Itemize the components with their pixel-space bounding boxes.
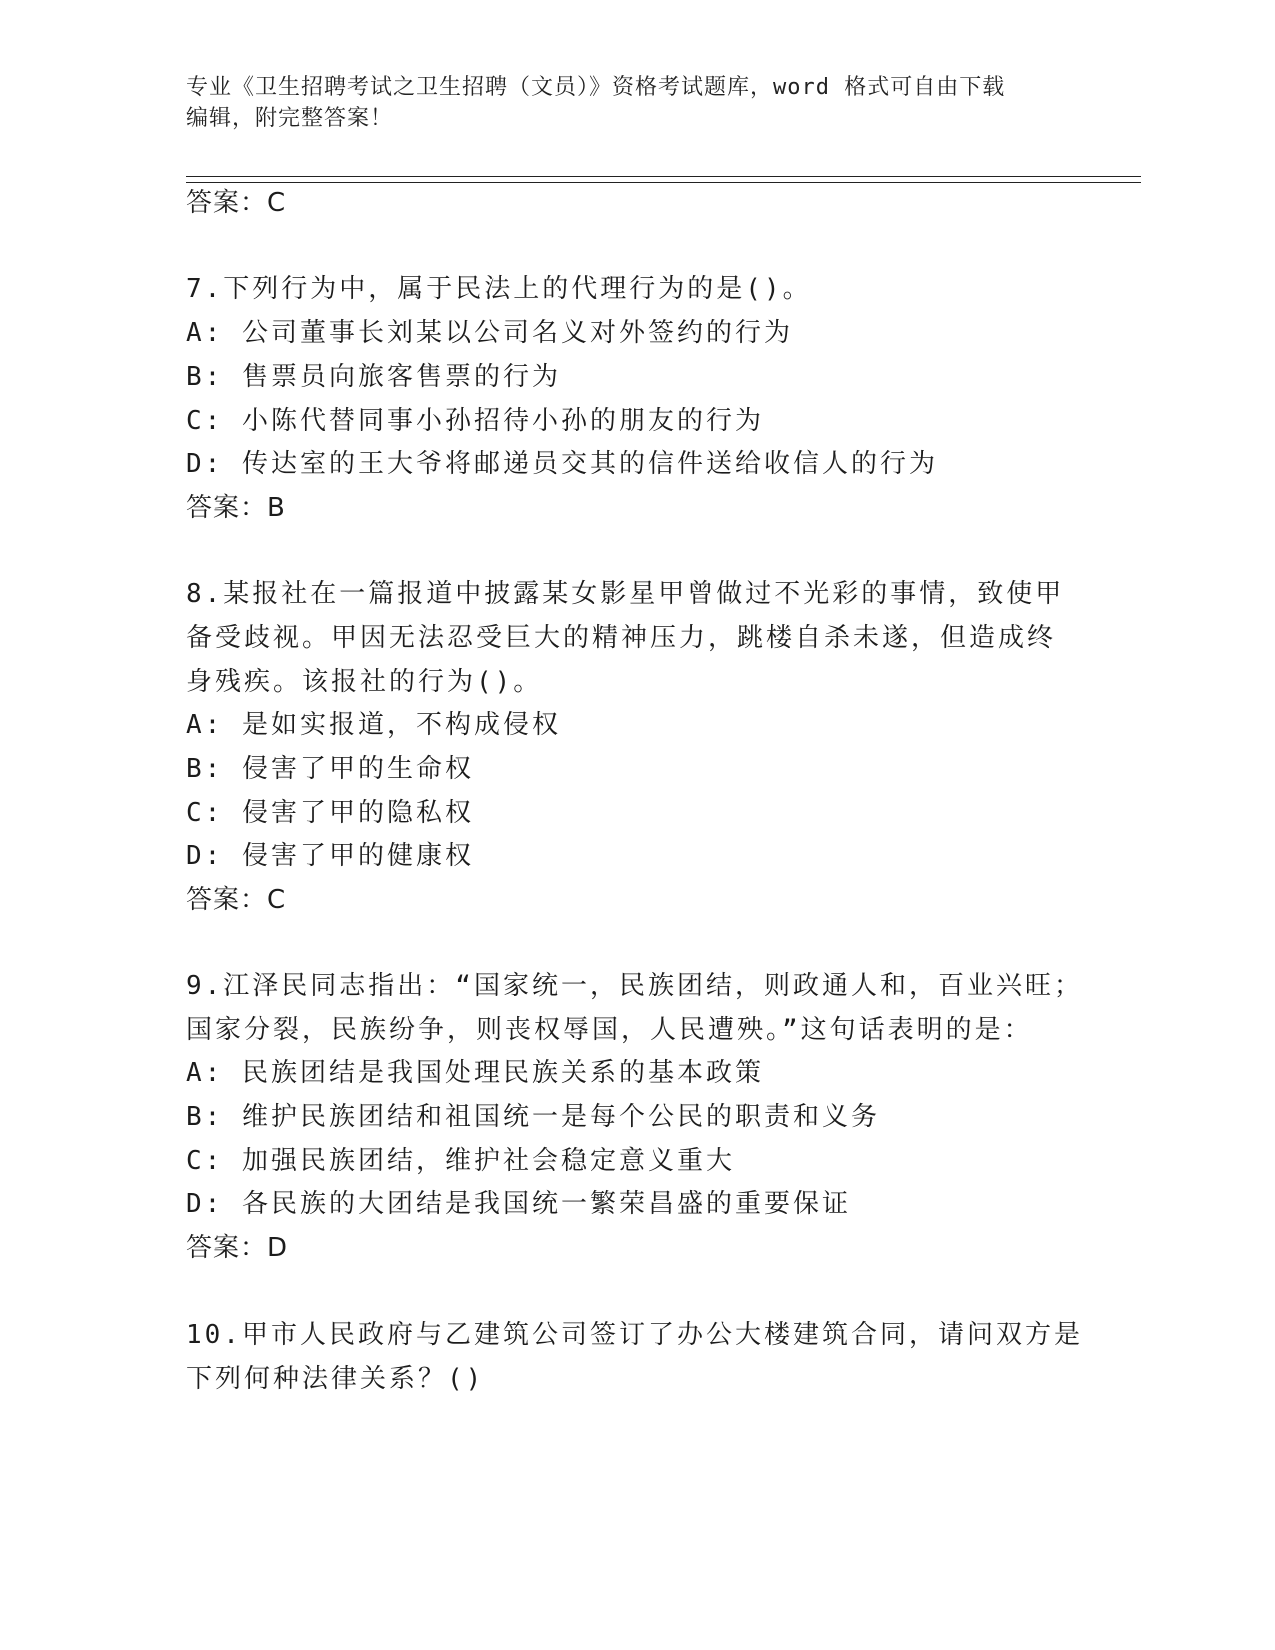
header-line-2: 编辑，附完整答案！ bbox=[186, 106, 394, 131]
question-7-option-a: A: 公司董事长刘某以公司名义对外签约的行为 bbox=[186, 318, 793, 348]
question-8-option-b: B: 侵害了甲的生命权 bbox=[186, 754, 474, 784]
question-10-stem-line-1: 10.甲市人民政府与乙建筑公司签订了办公大楼建筑合同，请问双方是 bbox=[186, 1320, 1083, 1350]
question-8-stem-line-2: 备受歧视。甲因无法忍受巨大的精神压力，跳楼自杀未遂，但造成终 bbox=[186, 623, 1057, 653]
question-8-stem-line-1: 8.某报社在一篇报道中披露某女影星甲曾做过不光彩的事情，致使甲 bbox=[186, 579, 1065, 609]
header-divider-top bbox=[186, 176, 1141, 177]
question-9-stem-line-1: 9.江泽民同志指出：“国家统一，民族团结，则政通人和，百业兴旺； bbox=[186, 971, 1083, 1001]
header-line-1: 专业《卫生招聘考试之卫生招聘（文员）》资格考试题库，word 格式可自由下载 bbox=[186, 75, 1006, 100]
header-divider-bottom bbox=[186, 182, 1141, 183]
question-8-answer: 答案：C bbox=[186, 885, 287, 915]
question-7-option-d: D: 传达室的王大爷将邮递员交其的信件送给收信人的行为 bbox=[186, 449, 938, 479]
question-9-answer: 答案：D bbox=[186, 1233, 289, 1263]
question-9-option-a: A: 民族团结是我国处理民族关系的基本政策 bbox=[186, 1058, 764, 1088]
question-7-answer: 答案：B bbox=[186, 493, 286, 523]
question-8-option-a: A: 是如实报道，不构成侵权 bbox=[186, 710, 561, 740]
question-9-option-d: D: 各民族的大团结是我国统一繁荣昌盛的重要保证 bbox=[186, 1189, 851, 1219]
question-8-stem-line-3: 身残疾。该报社的行为()。 bbox=[186, 667, 543, 697]
question-9-option-b: B: 维护民族团结和祖国统一是每个公民的职责和义务 bbox=[186, 1102, 880, 1132]
question-7-option-c: C: 小陈代替同事小孙招待小孙的朋友的行为 bbox=[186, 406, 764, 436]
question-9-stem-line-2: 国家分裂，民族纷争，则丧权辱国，人民遭殃。”这句话表明的是： bbox=[186, 1015, 1033, 1045]
question-8-option-c: C: 侵害了甲的隐私权 bbox=[186, 798, 474, 828]
question-7-option-b: B: 售票员向旅客售票的行为 bbox=[186, 362, 561, 392]
question-9-option-c: C: 加强民族团结，维护社会稳定意义重大 bbox=[186, 1146, 735, 1176]
question-8-option-d: D: 侵害了甲的健康权 bbox=[186, 841, 474, 871]
question-7-stem: 7.下列行为中，属于民法上的代理行为的是()。 bbox=[186, 274, 812, 304]
document-header bbox=[186, 72, 1086, 134]
question-10-stem-line-2: 下列何种法律关系？() bbox=[186, 1364, 485, 1394]
previous-answer: 答案：C bbox=[186, 188, 287, 218]
